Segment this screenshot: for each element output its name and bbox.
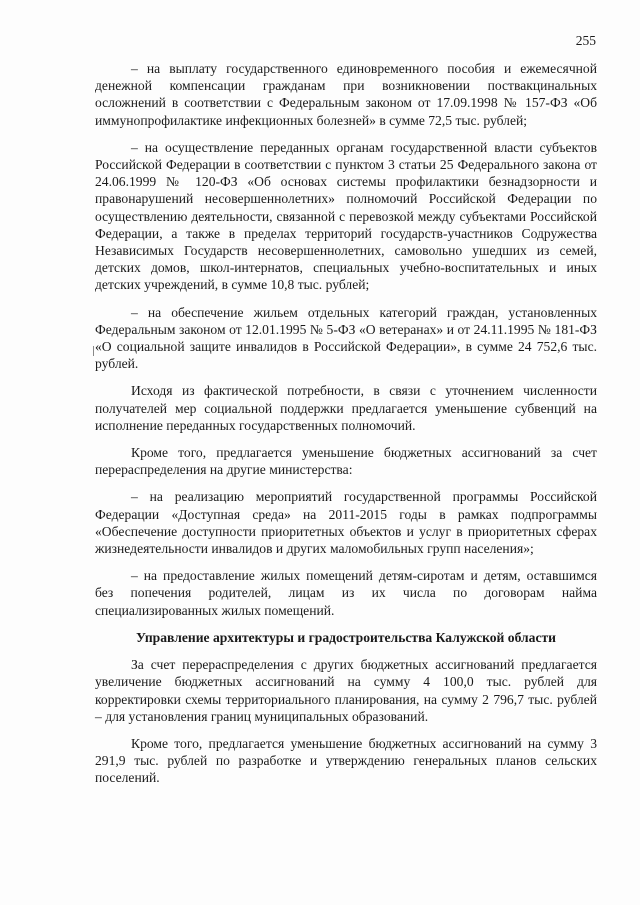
section-title: Управление архитектуры и градостроительства Калужской области [135, 629, 557, 645]
paragraph-general-plans-decrease: Кроме того, предлагается уменьшение бюджетных ассигнований на сумму 3 291,9 тыс. рублей по разработке и утверждению генеральных планов сельских поселений. [95, 735, 597, 786]
paragraph-subvention-decrease: Исходя из фактической потребности, в связи с уточнением численности получателей мер социальной поддержки предлагается уменьшение субвенций на исполнение переданных государственных полномочий. [95, 383, 597, 433]
margin-mark [93, 346, 94, 356]
paragraph-planning-increase: За счет перераспределения с других бюджетных ассигнований предлагается увеличение бюджетных ассигнований на сумму 4 100,0 тыс. рублей для корректировки схемы территориального планирования, на сумму 2 796,7 тыс. рублей – для установления границ муниципальных образований. [95, 657, 597, 724]
paragraph-housing-veterans: – на обеспечение жильем отдельных категорий граждан, установленных Федеральным законом от 12.01.1995 № 5-ФЗ «О ветеранах» и от 24.11.1995 № 181-ФЗ «О социальной защите инвалидов в Российской Федерации», в сумме 24 752,6 тыс. рублей. [95, 304, 597, 372]
paragraph-vaccination-benefit: – на выплату государственного единовременного пособия и ежемесячной денежной компенсации гражданам при возникновении поствакцинальных осложнений в соответствии с Федеральным законом от 17.09.1998 № 157-ФЗ «Об иммунопрофилактике инфекционных болезней» в сумме 72,5 тыс. рублей; [95, 61, 597, 128]
document-body [95, 60, 597, 797]
paragraph-redistribution: Кроме того, предлагается уменьшение бюджетных ассигнований за счет перераспределения на другие министерства: [95, 445, 597, 478]
paragraph-accessible-environment: – на реализацию мероприятий государственной программы Российской Федерации «Доступная среда» на 2011-2015 годы в рамках подпрограммы «Обеспечение доступности приоритетных объектов и услуг в приоритетных сферах жизнедеятельности инвалидов и других маломобильных групп населения»; [95, 489, 597, 557]
paragraph-orphan-housing: – на предоставление жилых помещений детям-сиротам и детям, оставшимся без попечения родителей, лицам из их числа по договорам найма специализированных жилых помещений. [95, 568, 597, 618]
page-number: 255 [575, 33, 596, 48]
paragraph-minors-transport: – на осуществление переданных органам государственной власти субъектов Российской Федерации в соответствии с пунктом 3 статьи 25 Федерального закона от 24.06.1999 № 120-ФЗ «Об основах системы профилактики безнадзорности и правонарушений несовершеннолетних» полномочий Российской Федерации по осуществлению деятельности, связанной с перевозкой между субъектами Российской Федерации, а также в пределах территорий государств-участников Содружества Независимых Государств несовершеннолетних, самовольно ушедших из семей, детских домов, школ-интернатов, специальных учебно-воспитательных и иных детских учреждений, в сумме 10,8 тыс. рублей; [95, 139, 597, 293]
